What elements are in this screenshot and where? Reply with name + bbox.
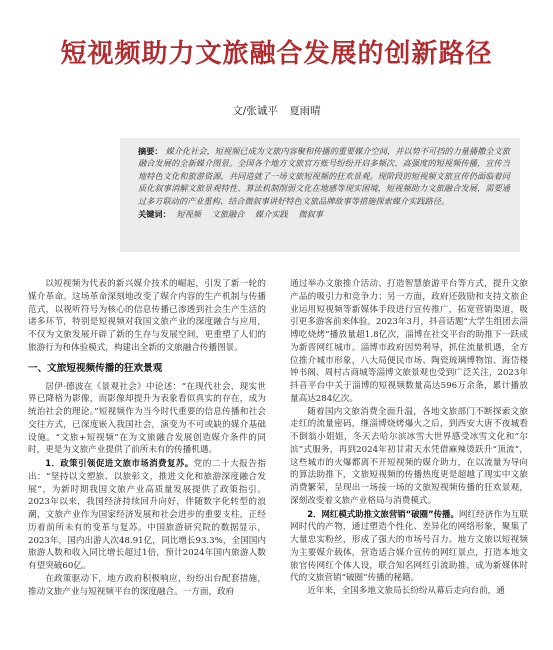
abstract-box (120, 138, 520, 252)
abstract-label: 摘要： (138, 146, 163, 156)
keyword: 短视频 (176, 209, 201, 220)
subsection-heading: 2．网红模式助推文旅营销“破圈”传播。 (307, 508, 459, 519)
body-paragraph: 在政策驱动下，地方政府积极响应，纷纷出台配套措施，推动文旅产业与短视频平台的深度融合。一方面，政府 (28, 573, 266, 597)
subsection-text: 网红经济作为互联网时代的产物，通过塑造个性化、差异化的网络形象，聚集了大量忠实粉丝，形成了强大的市场号召力。地方文旅以短视频为主要媒介载体，营造适合媒介宣传的网红景点，打造本地文旅官传网红个体人设，联合知名网红引流助推，成为新媒体时代的文旅营销“破圈”传播的秘籍。 (290, 509, 528, 584)
keyword: 文旅融合 (211, 209, 245, 220)
author-secondary: 夏雨晴 (289, 105, 321, 117)
body-paragraph: 近年来，全国多地文旅局长纷纷从幕后走向台前，通 (307, 586, 505, 596)
keyword: 媒介实践 (254, 209, 288, 220)
body-paragraph: 随着国内文旅消费全面升温，各地文旅部门不断探索文旅走红的流量密码，继淄博烧烤爆火之后，到西安大唐不夜城看不倒翁小姐姐，冬天去哈尔滨冰雪大世界感受冰雪文化和“尔滨”式服务，再到2024年初甘肃天水凭借麻辣烫跃升“顶流”，这些城市的火爆都离不开短视频的媒介助力，在以流量为导向的算法助推下，文旅短视频的传播热度更是超越了现实中文旅消费繁荣，呈现出一场接一场的文旅短视频传播的狂欢景观，深刻改变着文旅产业格局与消费模式。 (290, 406, 528, 506)
intro-paragraph: 以短视频为代表的新兴媒介技术的崛起，引发了新一轮的媒介革命。这场革命深刻地改变了媒介内容的生产机制与传播范式，以视听符号为核心的信息传播已渗透到社会生产生活的诸多环节，特别是短视频对我国文旅产业的深度融合与应用，不仅为文旅发展开辟了新的生存与发展空间，更重塑了人们的旅游行为和体验模式，构建出全新的文旅融合传播图景。 (28, 279, 266, 353)
right-column (290, 278, 528, 598)
body-paragraph: 通过举办文旅推介活动、打造智慧旅游平台等方式，提升文旅产品的吸引力和竞争力；另一方面，政府还鼓励和支持文旅企业运用短视频等新媒体手段进行宣传推广，拓宽营销渠道，吸引更多游客前来体验。2023年3月，抖音话题“大学生组团去淄博吃烧烤”播放量超1.8亿次，淄博在社交平台的助推下一跃成为新晋网红城市。淄博市政府因势利导，抓住流量机遇，全方位推介城市形象，八大局便民市场、陶瓷琉璃博物馆、海岱楼钟书阁、周村古商城等淄博文旅景观也受到广泛关注，2023年抖音平台中关于淄博的短视频数量高达596万余条，累计播放量高达284亿次。 (290, 279, 528, 404)
keywords-label: 关键词： (138, 209, 171, 220)
article-title: 短视频助力文旅融合发展的创新路径 (60, 39, 493, 69)
article-authors (0, 104, 553, 118)
subsection-paragraph (28, 457, 266, 573)
section-heading: 一、文旅短视频传播的狂欢景观 (28, 362, 163, 374)
author-primary: 文/张诚平 (232, 105, 278, 117)
body-paragraph: 居伊·德波在《景观社会》中论述：“在现代社会，现实世界已降格为影像，而影像却提升为表象看似真实的存在，成为统治社会的理论。”短视频作为当今时代重要的信息传播和社会交往方式，已深度嵌入我国社会，演变为不可或缺的媒介基础设施。“文旅+短视频”在为文旅融合发展创造媒介条件的同时，更是为文旅产业提供了前所未有的传播机遇。 (28, 381, 266, 456)
left-column (28, 278, 266, 598)
abstract-paragraph (138, 145, 510, 207)
keyword: 微叙事 (298, 209, 323, 220)
abstract-text: 媒介化社会，短视频已成为文旅内容聚和传播的重要媒介空间，并以势不可挡的力量播撒全文旅融合发展的全新媒介图景。全国各个地方文旅官方账号纷纷开启多频次、高强度的短视频传播，宣传当地特色文化和旅游资源，共同造就了一场文旅短视频的狂欢景观。现阶段的短视频文旅宣传仍面临着同质化叙事消解文旅景观特性、算法机制削弱文化在地感等现实困境，短视频助力文旅融合发展，需要通过多方联动的产业重构、结合微叙事讲好特色文旅品牌故事等措施探索媒介实践路径。 (138, 146, 510, 206)
subsection-text: 党的二十大报告指出：“坚持以文塑旅、以旅彰文，推进文化和旅游深度融合发展”，为新时期我国文旅产业高质量发展提供了政策指引。2023年以来，我国经济持续回升向好，伴随数字化转型的浪潮，文旅产业作为国家经济发展和社会进步的重要支柱，正经历着前所未有的变革与复苏。中国旅游研究院的数据显示，2023年，国内出游人次48.91亿，同比增长93.3%，全国国内旅游人数和收入同比增长超过1倍，预计2024年国内旅游人数有望突破60亿。 (28, 459, 266, 571)
subsection-paragraph (290, 508, 528, 586)
keywords-line (138, 208, 510, 221)
subsection-heading: 1．政策引领促进文旅市场消费复苏。 (45, 458, 194, 468)
